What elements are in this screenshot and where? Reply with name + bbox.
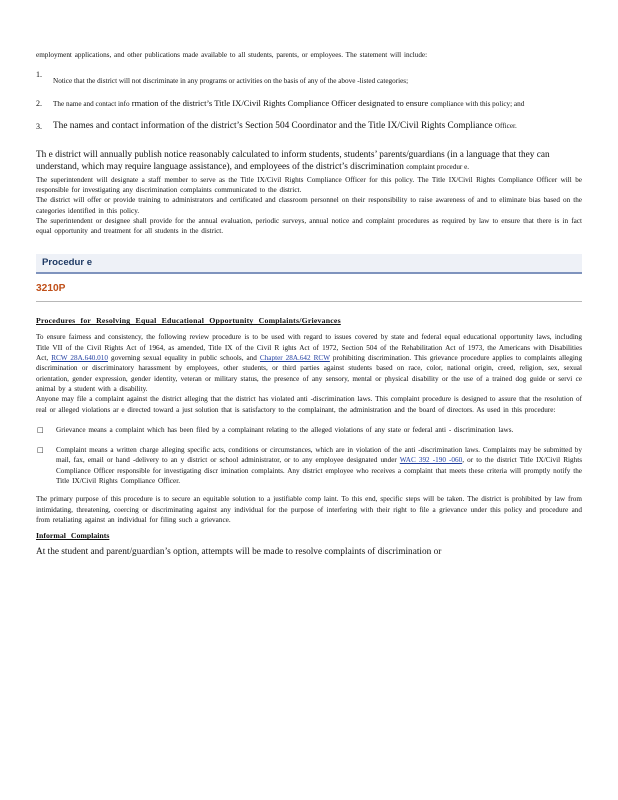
publish-paragraph [36, 149, 582, 173]
primary-purpose-paragraph: The primary purpose of this procedure is to secure an equitable solution to a justifiable comp laint. To this end, specific steps will be taken. The district is prohibited by law from intimidating, threatening, coercing or discriminating against any individual for the purpose of interfering with their right to file a grievance under this policy and procedure and from retaliating against an individual for filing such a grievance. [36, 495, 582, 524]
publish-text-small: complaint procedur e. [406, 162, 470, 171]
rcw-link[interactable]: RCW 28A.640.010 [51, 354, 108, 363]
chapter-link[interactable]: Chapter 28A.642 RCW [259, 354, 330, 363]
checkbox-bullet-icon: □ [37, 445, 44, 455]
list-item-text-small: The name and contact info [53, 100, 130, 109]
list-item-text-small: Officer. [494, 121, 517, 130]
list-item-text: rmation of the district’s Title IX/Civil Rights Compliance Officer designated to ensure [131, 98, 429, 109]
intro-paragraph: employment applications, and other publications made available to all students, parents, or employees. The statement will include: [36, 51, 428, 59]
list-number: 1. [36, 70, 42, 80]
training-paragraph: The district will offer or provide training to administrators and certificated and classroom personnel on their responsibility to raise awareness of and to eliminate bias based on the categories identified in this policy. [36, 196, 582, 215]
evaluation-paragraph: The superintendent or designee shall provide for the annual evaluation, periodic surveys, annual notice and complaint procedures as required by law to ensure that there is in fact equal opportunity and treatment for all students in the district. [36, 216, 582, 236]
complaint-definition [36, 445, 582, 486]
bullet-text-b: , or to the district Title IX/Civil Rights Compliance Officer responsible for investigating discr imination complaints. Any district employee who receives a complaint that meets these criteria will promptly notify the Title IX/Civil Rights Compliance Officer. [56, 456, 582, 486]
procedure-section-bar: Procedur e [36, 254, 582, 274]
bullet-text: Grievance means a complaint which has been filed by a complainant relating to the alleged violations of any state or federal anti - discrimination laws. [56, 425, 514, 434]
notice-list [36, 70, 582, 132]
document-page [36, 50, 582, 558]
wac-link[interactable]: WAC 392 -190 -060 [399, 456, 463, 465]
list-number: 2. [36, 99, 42, 109]
ensure-paragraph [36, 332, 582, 394]
list-item [36, 98, 582, 111]
checkbox-bullet-icon: □ [37, 424, 44, 434]
list-item-text: Notice that the district will not discriminate in any programs or activities on the basis of any of the above -listed categories; [53, 77, 409, 86]
publish-text: Th e district will annually publish notice reasonably calculated to inform students, students’ parents/guardians (in a language that they can understand, which may require language assistance), and employees of the district’s discrimination [36, 149, 550, 172]
list-number: 3. [36, 121, 42, 131]
procedures-heading: Procedures for Resolving Equal Educational Opportunity Complaints/Grievances [36, 316, 341, 326]
policy-number: 3210P [36, 283, 66, 295]
bullet-text-a: Complaint means a written charge alleging specific acts, conditions or circumstances, which are in violation of the anti -discrimination laws. Complaints may be submitted by mail, fax, email or hand -delivery to an y district or school administrator, or to any employee designated under [56, 446, 582, 465]
designation-paragraph: The superintendent will designate a staff member to serve as the Title IX/Civil Rights Compliance Officer for this policy. The Title IX/Civil Rights Compliance Officer will be responsible for investigating any discrimination complaints communicated to the district. [36, 175, 582, 194]
divider [36, 301, 582, 302]
list-item-text: The names and contact information of the district’s Section 504 Coordinator and the Title IX/Civil Rights Compliance [53, 120, 493, 131]
ensure-text-b: governing sexual equality in public schools, and [110, 354, 257, 363]
list-item [36, 70, 582, 88]
list-item [36, 121, 582, 133]
informal-complaints-text: At the student and parent/guardian’s option, attempts will be made to resolve complaints of discrimination or [36, 547, 442, 558]
list-item-text-small: compliance with this policy; and [430, 100, 525, 109]
anyone-paragraph: Anyone may file a complaint against the district alleging that the district has violated anti -discrimination laws. This complaint procedure is designed to assure that the resolution of real or alleged violations ar e directed toward a just solution that is satisfactory to the complainant, the administration and the board of directors. As used in this procedure: [36, 395, 582, 414]
informal-complaints-heading: Informal Complaints [36, 531, 110, 541]
ensure-text-c: prohibiting discrimination. This grievance procedure applies to complaints alleging discrimination or discriminatory harassment by employees, other students, or third parties against students based on race, color, national origin, creed, religion, sex, sexual orientation, gender expression, gender identity, veteran or military status, the presence of any sensory, mental or physical disability or the use of a trained dog guide or servi ce animal by a student with a disability. [36, 354, 583, 393]
ensure-text-a: To ensure fairness and consistency, the following review procedure is to be used with regard to issues covered by state and federal equal educational opportunity laws, including Title VII of the Civil Rights Act of 1964, as amended, Title IX of the Civil R ights Act of 1972, Section 504 of the Rehabilitation Act of 1973, the Americans with Disabilities Act, [36, 333, 582, 363]
grievance-definition [36, 425, 582, 435]
